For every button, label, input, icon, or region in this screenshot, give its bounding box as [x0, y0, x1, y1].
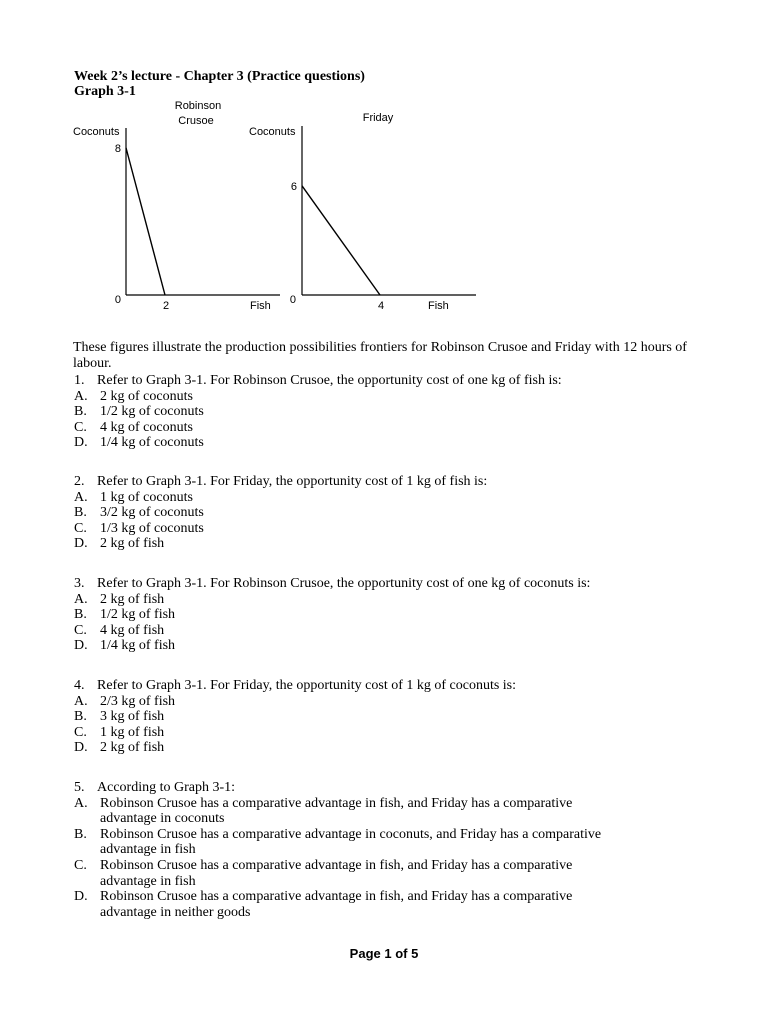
- option-b: B. 3/2 kg of coconuts: [74, 505, 204, 521]
- question-2: [74, 474, 487, 552]
- option-c: C. Robinson Crusoe has a comparative advantage in fish, and Friday has a comparative advantage in fish: [74, 857, 573, 889]
- question-stem: [74, 780, 601, 796]
- question-number: 1.: [74, 373, 85, 388]
- option-b: B. Robinson Crusoe has a comparative advantage in coconuts, and Friday has a comparative advantage in fish: [74, 826, 602, 858]
- option-b: B. 3 kg of fish: [74, 709, 165, 725]
- robinson-x-label: Fish: [250, 300, 271, 312]
- question-number: 2.: [74, 474, 85, 489]
- intro-text: These figures illustrate the production possibilities frontiers for Robinson Crusoe and Friday with 12 hours of labour.: [73, 340, 687, 371]
- option-d: D. Robinson Crusoe has a comparative advantage in fish, and Friday has a comparative advantage in neither goods: [74, 889, 573, 920]
- friday-ppf-line: [302, 186, 380, 295]
- question-text: According to Graph 3-1:: [97, 780, 236, 795]
- graph-3-1: [0, 0, 768, 330]
- option-c: C. 1 kg of fish: [74, 724, 165, 740]
- question-text: Refer to Graph 3-1. For Robinson Crusoe, the opportunity cost of one kg of coconuts is:: [97, 576, 591, 591]
- option-d: D. 2 kg of fish: [74, 740, 165, 756]
- robinson-y-label: Coconuts: [73, 126, 120, 138]
- graph-caption: Graph 3-1: [74, 84, 136, 99]
- friday-x-tick-label: 4: [377, 300, 385, 312]
- robinson-title-line2: Crusoe: [178, 115, 214, 127]
- robinson-ppf-line: [126, 148, 165, 295]
- friday-title: Friday: [362, 112, 394, 124]
- friday-x-label: Fish: [428, 300, 449, 312]
- option-d: D. 1/4 kg of coconuts: [74, 435, 204, 451]
- page-title: Week 2’s lecture - Chapter 3 (Practice questions): [74, 69, 365, 84]
- option-d: D. 1/4 kg of fish: [74, 638, 176, 654]
- option-b: B. 1/2 kg of coconuts: [74, 404, 204, 420]
- option-a: A. 2/3 kg of fish: [74, 693, 176, 709]
- option-a: A. 1 kg of coconuts: [74, 489, 193, 505]
- question-number: 5.: [74, 780, 85, 795]
- option-c: C. 1/3 kg of coconuts: [74, 520, 204, 536]
- question-stem: [74, 373, 562, 389]
- option-a: A. 2 kg of fish: [74, 591, 165, 607]
- option-c: C. 4 kg of fish: [74, 622, 165, 638]
- option-a: A. 2 kg of coconuts: [74, 388, 193, 404]
- option-a: A. Robinson Crusoe has a comparative advantage in fish, and Friday has a comparative advantage in coconuts: [74, 795, 573, 827]
- friday-y-label: Coconuts: [249, 126, 296, 138]
- question-text: Refer to Graph 3-1. For Robinson Crusoe, the opportunity cost of one kg of fish is:: [97, 373, 562, 388]
- page-number: Page 1 of 5: [349, 946, 419, 961]
- friday-origin-label: 0: [289, 294, 296, 306]
- question-number: 4.: [74, 678, 85, 693]
- question-number: 3.: [74, 576, 85, 591]
- question-1: [74, 373, 562, 451]
- robinson-y-tick-label: 8: [114, 142, 121, 155]
- question-stem: [74, 678, 516, 694]
- option-b: B. 1/2 kg of fish: [74, 607, 176, 623]
- friday-chart: [249, 112, 476, 312]
- option-d: D. 2 kg of fish: [74, 536, 165, 552]
- option-c: C. 4 kg of coconuts: [74, 419, 193, 435]
- question-3: [74, 576, 590, 654]
- robinson-title-line1: Robinson: [174, 100, 222, 112]
- question-text: Refer to Graph 3-1. For Friday, the opportunity cost of 1 kg of fish is:: [97, 474, 488, 489]
- question-4: [74, 678, 516, 756]
- robinson-origin-label: 0: [114, 294, 121, 306]
- question-text: Refer to Graph 3-1. For Friday, the opportunity cost of 1 kg of coconuts is:: [97, 678, 517, 693]
- robinson-x-tick-label: 2: [162, 300, 170, 312]
- question-5: [74, 780, 601, 920]
- question-stem: [74, 576, 590, 592]
- friday-y-tick-label: 6: [290, 180, 297, 193]
- question-stem: [74, 474, 487, 490]
